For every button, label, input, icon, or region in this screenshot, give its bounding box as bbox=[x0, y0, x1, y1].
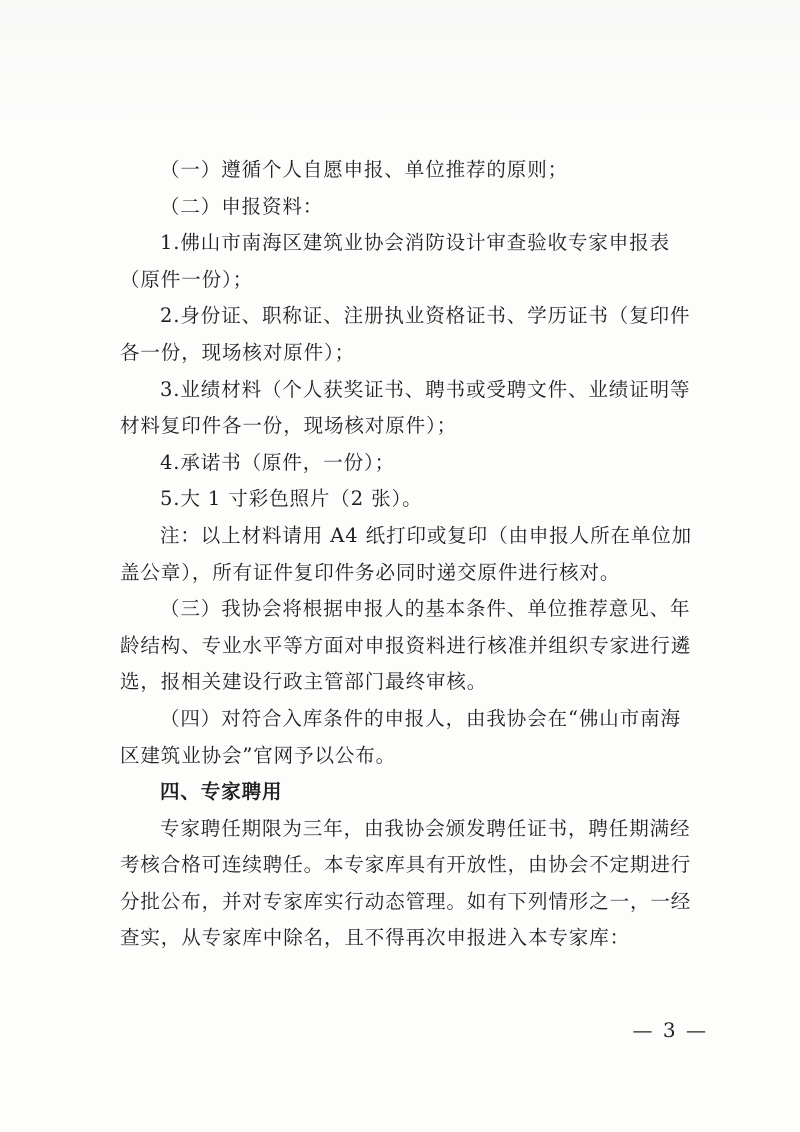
paragraph-line: 考核合格可连续聘任。本专家库具有开放性，由协会不定期进行 bbox=[120, 853, 692, 877]
paragraph-line: 查实，从专家库中除名，且不得再次申报进入本专家库： bbox=[120, 926, 631, 950]
section-heading: 四、专家聘用 bbox=[160, 780, 283, 804]
scan-shadow bbox=[0, 0, 800, 120]
paragraph-line: （四）对符合入库条件的申报人，由我协会在“佛山市南海 bbox=[160, 706, 681, 730]
paragraph-line: 各一份，现场核对原件）； bbox=[120, 340, 356, 364]
paragraph-line: 注：以上材料请用 A4 纸打印或复印（由申报人所在单位加 bbox=[160, 523, 693, 547]
paragraph-line: 区建筑业协会”官网予以公布。 bbox=[120, 743, 397, 767]
paragraph-line: 材料复印件各一份，现场核对原件）； bbox=[120, 414, 458, 438]
document-body bbox=[120, 152, 720, 957]
paragraph-line: 选，报相关建设行政主管部门最终审核。 bbox=[120, 670, 488, 694]
paragraph-line: 专家聘任期限为三年，由我协会颁发聘任证书，聘任期满经 bbox=[160, 816, 691, 840]
paragraph-line: 分批公布，并对专家库实行动态管理。如有下列情形之一，一经 bbox=[120, 889, 692, 913]
page-number: — 3 — bbox=[632, 1018, 708, 1042]
paragraph-line: 3.业绩材料（个人获奖证书、聘书或受聘文件、业绩证明等 bbox=[160, 377, 691, 401]
paragraph-line: （三）我协会将根据申报人的基本条件、单位推荐意见、年 bbox=[160, 597, 691, 621]
paragraph-line: （一）遵循个人自愿申报、单位推荐的原则； bbox=[160, 158, 569, 181]
paragraph-line: 5.大 1 寸彩色照片（2 张）。 bbox=[160, 487, 423, 511]
paragraph-line: 龄结构、专业水平等方面对申报资料进行核准并组织专家进行遴 bbox=[120, 633, 692, 657]
paragraph-line: （二）申报资料： bbox=[160, 194, 324, 218]
paragraph-line: 盖公章），所有证件复印件务必同时递交原件进行核对。 bbox=[120, 560, 621, 584]
paragraph-line: （原件一份）； bbox=[120, 267, 254, 291]
paragraph-line: 1.佛山市南海区建筑业协会消防设计审查验收专家申报表 bbox=[160, 231, 671, 255]
paragraph-line: 2.身份证、职称证、注册执业资格证书、学历证书（复印件 bbox=[160, 304, 691, 328]
paragraph-line: 4.承诺书（原件，一份）； bbox=[160, 450, 396, 474]
